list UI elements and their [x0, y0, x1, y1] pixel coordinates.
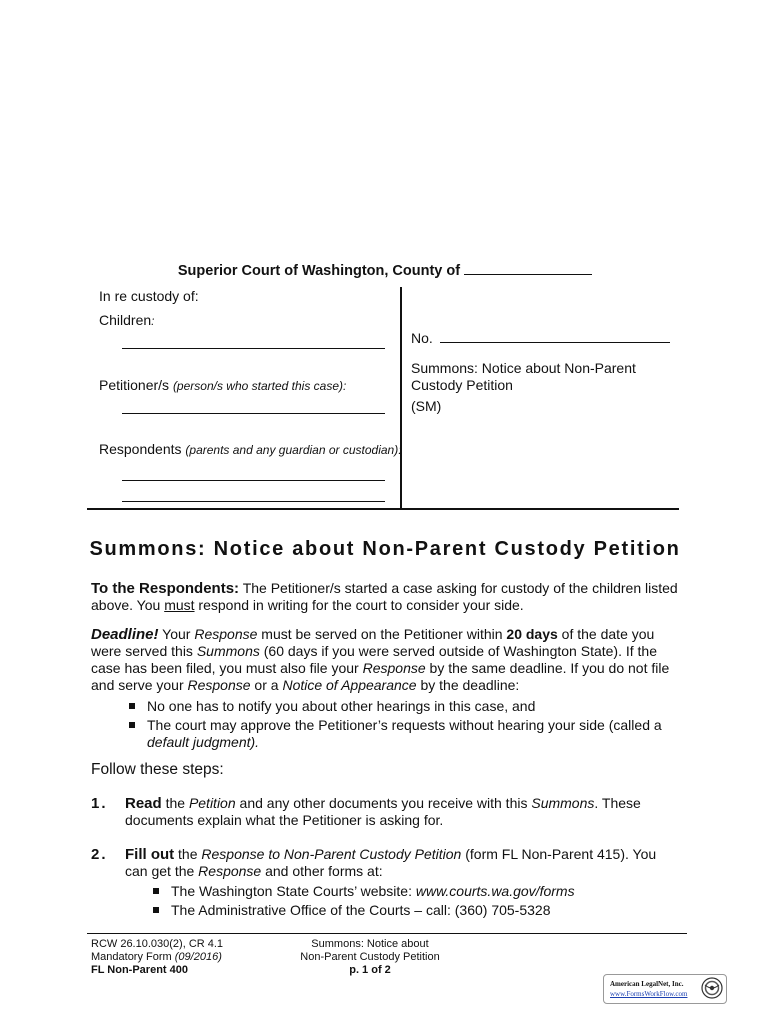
in-re-label: In re custody of: [99, 288, 199, 304]
doc-title-line-2: Custody Petition [411, 377, 513, 393]
list-item: The court may approve the Petitioner’s requests without hearing your side (called a default judgment). [129, 717, 689, 751]
to-respondents-paragraph: To the Respondents: The Petitioner/s started a case asking for custody of the children listed above. You must respond in writing for the court to consider your side. [91, 580, 678, 613]
to-respondents-heading: To the Respondents: [91, 580, 240, 597]
step-1-text: Read the Petition and any other documents you receive with this Summons. These documents explain what the Petitioner is asking for. [125, 795, 641, 828]
step-2-text: Fill out the Response to Non-Parent Custody Petition (form FL Non-Parent 415). You can get the Response and other forms at: [125, 846, 657, 879]
children-blank[interactable] [122, 348, 385, 349]
list-item: The Administrative Office of the Courts – call: (360) 705-5328 [153, 902, 683, 919]
step-2-number: 2. [91, 846, 108, 863]
caption-divider [400, 287, 402, 509]
bullet-icon [153, 888, 159, 894]
legalnet-logo[interactable]: American LegalNet, Inc. www.FormsWorkFlow.com [603, 974, 727, 1004]
court-header-text: Superior Court of Washington, County of [177, 263, 461, 279]
logo-url: www.FormsWorkFlow.com [610, 990, 688, 998]
footer-rule [87, 933, 687, 934]
footer-center: Summons: Notice about Non-Parent Custody Petition p. 1 of 2 [300, 938, 440, 976]
list-item: The Washington State Courts’ website: www.courts.wa.gov/forms [153, 883, 683, 900]
page-number: p. 1 of 2 [349, 964, 391, 976]
case-no-blank[interactable] [440, 342, 670, 343]
county-blank[interactable] [464, 262, 592, 275]
respondents-blank-2[interactable] [122, 501, 385, 502]
petitioner-label: Petitioner/s (person/s who started this case): [99, 377, 347, 393]
doc-title-box [411, 360, 636, 415]
case-no-label: No. [411, 330, 433, 346]
courts-website-link[interactable]: www.courts.wa.gov/forms [415, 883, 575, 899]
respondents-label: Respondents (parents and any guardian or custodian): [99, 441, 402, 457]
caption-bottom-rule [87, 508, 679, 510]
forms-bullets [153, 883, 683, 919]
deadline-bullets [129, 698, 689, 751]
step-1-number: 1. [91, 795, 108, 812]
deadline-heading: Deadline! [91, 626, 159, 643]
petitioner-blank[interactable] [122, 413, 385, 414]
globe-icon [701, 977, 723, 999]
list-item: No one has to notify you about other hearings in this case, and [129, 698, 689, 715]
doc-title-line-1: Summons: Notice about Non-Parent [411, 360, 636, 376]
footer-left: RCW 26.10.030(2), CR 4.1 Mandatory Form (09/2016) FL Non-Parent 400 [91, 938, 224, 976]
bullet-icon [129, 703, 135, 709]
children-label: Children: [99, 312, 155, 328]
bullet-icon [153, 907, 159, 913]
court-header [0, 262, 770, 279]
deadline-paragraph: Deadline! Your Response must be served on the Petitioner within 20 days of the date you were served this Summons (60 days if you were served outside of Washington State). If the case has been filed, you must also file your Response by the same deadline. If you do not file and serve your Response or a Notice of Appearance by the deadline: [91, 626, 670, 693]
follow-steps-heading: Follow these steps: [91, 761, 224, 778]
doc-code: (SM) [411, 398, 442, 414]
bullet-icon [129, 722, 135, 728]
page-title: Summons: Notice about Non-Parent Custody Petition [89, 538, 681, 560]
respondents-blank-1[interactable] [122, 480, 385, 481]
